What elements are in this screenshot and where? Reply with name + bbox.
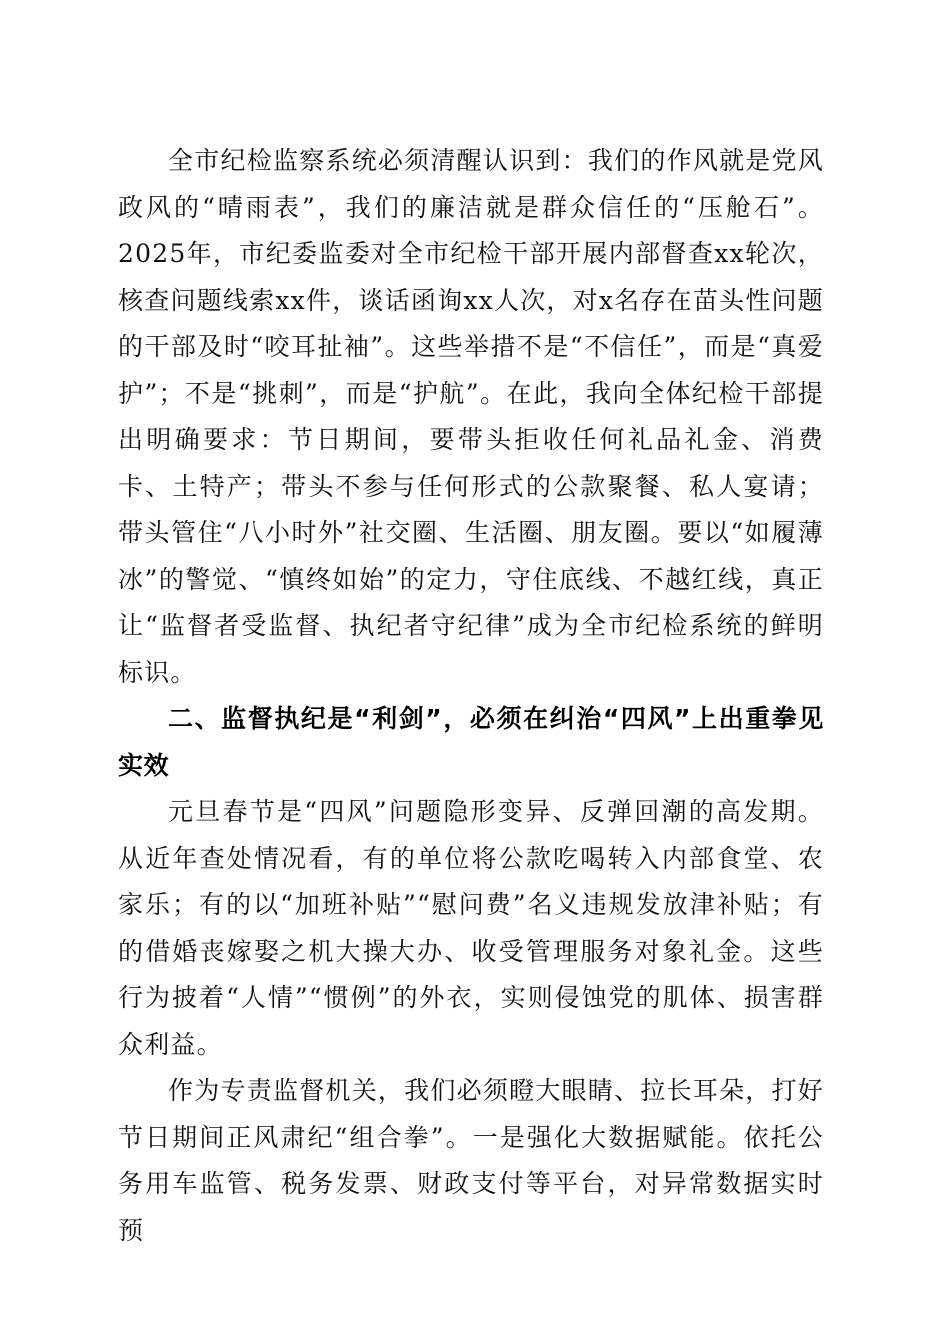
- document-body: [118, 138, 824, 1254]
- paragraph-self-discipline: 全市纪检监察系统必须清醒认识到：我们的作风就是党风政风的“晴雨表”，我们的廉洁就是群众信任的“压舱石”。2025年，市纪委监委对全市纪检干部开展内部督查xx轮次，核查问题线索xx件，谈话函询xx人次，对x名存在苗头性问题的干部及时“咬耳扯袖”。这些举措不是“不信任”，而是“真爱护”；不是“挑刺”，而是“护航”。在此，我向全体纪检干部提出明确要求：节日期间，要带头拒收任何礼品礼金、消费卡、土特产；带头不参与任何形式的公款聚餐、私人宴请；带头管住“八小时外”社交圈、生活圈、朋友圈。要以“如履薄冰”的警觉、“慎终如始”的定力，守住底线、不越红线，真正让“监督者受监督、执纪者守纪律”成为全市纪检系统的鲜明标识。: [118, 146, 824, 687]
- paragraph-supervision: 作为专责监督机关，我们必须瞪大眼睛、拉长耳朵，打好节日期间正风肃纪“组合拳”。一是强化大数据赋能。依托公务用车监管、税务发票、财政支付等平台，对异常数据实时预: [118, 1076, 824, 1245]
- paragraph-four-winds: 元旦春节是“四风”问题隐形变异、反弹回潮的高发期。从近年查处情况看，有的单位将公款吃喝转入内部食堂、农家乐；有的以“加班补贴”“慰问费”名义违规发放津补贴；有的借婚丧嫁娶之机大操大办、收受管理服务对象礼金。这些行为披着“人情”“惯例”的外衣，实则侵蚀党的肌体、损害群众利益。: [118, 797, 824, 1059]
- section-heading-two: 二、监督执纪是“利剑”，必须在纠治“四风”上出重拳见实效: [118, 704, 824, 780]
